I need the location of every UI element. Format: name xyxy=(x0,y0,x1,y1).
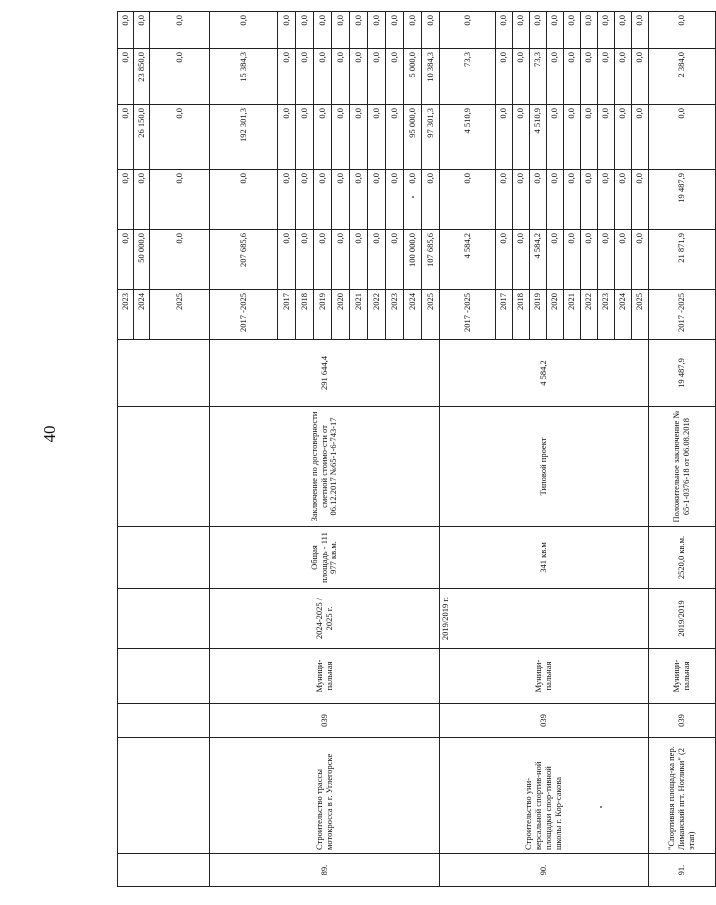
cell-c5: 0,0 xyxy=(134,12,150,49)
cell-c2: 0,0 xyxy=(278,170,296,230)
cell-c3: 4 510,9 xyxy=(440,105,496,170)
cell-period: 2024-2025 / 2025 г. xyxy=(210,589,440,649)
cell-c1: 50 000,0 xyxy=(134,230,150,290)
cell-c3: 0,0 xyxy=(332,105,350,170)
cell-c1: 0,0 xyxy=(368,230,386,290)
cell-total xyxy=(118,340,210,407)
cell-year: 2020 xyxy=(332,290,350,340)
cell-num: 89. xyxy=(210,854,440,887)
cell-c2: 0,0 xyxy=(632,170,649,230)
cell-c1: 0,0 xyxy=(632,230,649,290)
cell-period xyxy=(118,589,210,649)
cell-c5: 0,0 xyxy=(332,12,350,49)
cell-c3: 0,0 xyxy=(118,105,134,170)
rotated-table-wrapper xyxy=(117,12,696,887)
cell-c2: 0,0 xyxy=(564,170,581,230)
cell-doc: Заключение по достоверности сметной стоимо-сти от 06.12.2017 №65-1-6-743-17 xyxy=(210,407,440,527)
cell-total: 4 584,2 xyxy=(440,340,649,407)
cell-c4: 0,0 xyxy=(496,49,513,105)
cell-name: Строительство трассы мотокросса в г. Углегорске xyxy=(210,738,440,854)
cell-c1: 107 685,6 xyxy=(422,230,440,290)
cell-num: 91. xyxy=(649,854,716,887)
cell-c4: 0,0 xyxy=(598,49,615,105)
cell-c4: 0,0 xyxy=(615,49,632,105)
cell-year: 2021 xyxy=(564,290,581,340)
cell-c4: 5 000,0 xyxy=(404,49,422,105)
cell-name: "Спортивная площад-ка пер. Лиманский пгт. Ноглики" (2 этап) xyxy=(649,738,716,854)
cell-c1: 4 584,2 xyxy=(530,230,547,290)
cell-c1: 0,0 xyxy=(118,230,134,290)
cell-year: 2017 -2025 xyxy=(210,290,278,340)
cell-year: 2024 xyxy=(134,290,150,340)
cell-c3: 26 150,0 xyxy=(134,105,150,170)
cell-year: 2025 xyxy=(150,290,210,340)
cell-c3: 0,0 xyxy=(598,105,615,170)
cell-c3: 0,0 xyxy=(350,105,368,170)
cell-year: 2019 xyxy=(530,290,547,340)
cell-c4: 0,0 xyxy=(332,49,350,105)
cell-doc xyxy=(118,407,210,527)
cell-c3: 4 510,9 xyxy=(530,105,547,170)
cell-c1: 207 685,6 xyxy=(210,230,278,290)
cell-year: 2020 xyxy=(547,290,564,340)
cell-c3: 97 301,3 xyxy=(422,105,440,170)
cell-c2: 0,0 xyxy=(581,170,598,230)
cell-period: 2019/2019 xyxy=(649,589,716,649)
cell-c3: 0,0 xyxy=(564,105,581,170)
cell-c2: 0,0 xyxy=(496,170,513,230)
cell-c5: 0,0 xyxy=(513,12,530,49)
cell-code: 039 xyxy=(649,704,716,738)
cell-c3: 0,0 xyxy=(496,105,513,170)
cell-c4: 0,0 xyxy=(513,49,530,105)
cell-c1: 0,0 xyxy=(598,230,615,290)
cell-c3: 0,0 xyxy=(632,105,649,170)
cell-year: 2017 -2025 xyxy=(649,290,716,340)
cell-year: 2017 xyxy=(278,290,296,340)
cell-c1: 0,0 xyxy=(496,230,513,290)
cell-c2: 0,0 xyxy=(296,170,314,230)
cell-total: 291 644,4 xyxy=(210,340,440,407)
cell-code: 039 xyxy=(210,704,440,738)
cell-c4: 0,0 xyxy=(150,49,210,105)
investment-objects-table xyxy=(117,11,716,887)
cell-c4: 0,0 xyxy=(581,49,598,105)
cell-capacity: Общая площадь - 111 977 кв.м. xyxy=(210,527,440,589)
cell-year: 2018 xyxy=(513,290,530,340)
cell-c5: 0,0 xyxy=(598,12,615,49)
cell-c4: 0,0 xyxy=(368,49,386,105)
table-row xyxy=(210,12,278,887)
cell-c2: 0,0 xyxy=(368,170,386,230)
cell-c5: 0,0 xyxy=(547,12,564,49)
cell-c2: 0,0 xyxy=(332,170,350,230)
cell-c1: 0,0 xyxy=(150,230,210,290)
cell-year: 2018 xyxy=(296,290,314,340)
cell-c2: 0,0 xyxy=(598,170,615,230)
cell-num xyxy=(118,854,210,887)
cell-c4: 23 850,0 xyxy=(134,49,150,105)
cell-owner: Муници-пальная xyxy=(649,649,716,704)
cell-c3: 192 301,3 xyxy=(210,105,278,170)
cell-owner xyxy=(118,649,210,704)
cell-c4: 2 384,0 xyxy=(649,49,716,105)
cell-c5: 0,0 xyxy=(118,12,134,49)
table-body xyxy=(118,12,716,887)
cell-c5: 0,0 xyxy=(404,12,422,49)
cell-c3: 0,0 xyxy=(649,105,716,170)
cell-c2: 0,0 xyxy=(404,170,422,230)
cell-c1: 100 000,0 xyxy=(404,230,422,290)
cell-c4: 0,0 xyxy=(386,49,404,105)
cell-c3: 0,0 xyxy=(615,105,632,170)
cell-c2: 0,0 xyxy=(547,170,564,230)
cell-period: 2019/2019 г. xyxy=(440,589,649,649)
cell-c1: 0,0 xyxy=(296,230,314,290)
cell-name xyxy=(118,738,210,854)
cell-c3: 0,0 xyxy=(581,105,598,170)
cell-c1: 0,0 xyxy=(513,230,530,290)
cell-c4: 0,0 xyxy=(632,49,649,105)
cell-c5: 0,0 xyxy=(386,12,404,49)
cell-c5: 0,0 xyxy=(615,12,632,49)
cell-name: Строительство уни-версальной спортив-ной площадки спор-тивной школы г. Кор-сакова xyxy=(440,738,649,854)
cell-year: 2022 xyxy=(368,290,386,340)
cell-c5: 0,0 xyxy=(350,12,368,49)
cell-year: 2022 xyxy=(581,290,598,340)
page-number: 40 xyxy=(40,425,59,443)
cell-c5: 0,0 xyxy=(564,12,581,49)
cell-c5: 0,0 xyxy=(440,12,496,49)
cell-c1: 0,0 xyxy=(547,230,564,290)
cell-doc: Положительное заключение № 65-1-0376-18 от 06.08.2018 xyxy=(649,407,716,527)
cell-capacity: 2520,0 кв.м. xyxy=(649,527,716,589)
cell-c1: 0,0 xyxy=(332,230,350,290)
cell-c3: 0,0 xyxy=(278,105,296,170)
cell-c4: 73,3 xyxy=(440,49,496,105)
cell-c4: 0,0 xyxy=(296,49,314,105)
cell-c1: 0,0 xyxy=(564,230,581,290)
cell-c2: 0,0 xyxy=(422,170,440,230)
cell-c4: 73,3 xyxy=(530,49,547,105)
cell-c2: 0,0 xyxy=(210,170,278,230)
cell-year: 2023 xyxy=(598,290,615,340)
cell-year: 2017 -2025 xyxy=(440,290,496,340)
cell-c2: 0,0 xyxy=(440,170,496,230)
cell-year: 2017 xyxy=(496,290,513,340)
cell-c1: 0,0 xyxy=(278,230,296,290)
table-row xyxy=(440,12,496,887)
cell-c5: 0,0 xyxy=(581,12,598,49)
cell-capacity: 341 кв.м xyxy=(440,527,649,589)
cell-c2: 0,0 xyxy=(150,170,210,230)
cell-c3: 0,0 xyxy=(513,105,530,170)
cell-c2: 0,0 xyxy=(386,170,404,230)
cell-year: 2021 xyxy=(350,290,368,340)
cell-c4: 0,0 xyxy=(547,49,564,105)
cell-num: 90. xyxy=(440,854,649,887)
cell-total: 19 487,9 xyxy=(649,340,716,407)
cell-c4: 0,0 xyxy=(278,49,296,105)
cell-c5: 0,0 xyxy=(496,12,513,49)
cell-code xyxy=(118,704,210,738)
cell-year: 2023 xyxy=(118,290,134,340)
cell-c2: 0,0 xyxy=(513,170,530,230)
cell-owner: Муници-пальная xyxy=(210,649,440,704)
cell-c4: 10 384,3 xyxy=(422,49,440,105)
cell-c2: 0,0 xyxy=(615,170,632,230)
cell-c1: 4 584,2 xyxy=(440,230,496,290)
cell-year: 2025 xyxy=(632,290,649,340)
cell-c4: 0,0 xyxy=(118,49,134,105)
cell-c3: 0,0 xyxy=(150,105,210,170)
cell-c5: 0,0 xyxy=(314,12,332,49)
cell-c2: 19 487,9 xyxy=(649,170,716,230)
cell-c5: 0,0 xyxy=(296,12,314,49)
cell-c5: 0,0 xyxy=(278,12,296,49)
cell-c2: 0,0 xyxy=(314,170,332,230)
cell-c4: 0,0 xyxy=(314,49,332,105)
cell-c5: 0,0 xyxy=(649,12,716,49)
cell-c5: 0,0 xyxy=(210,12,278,49)
cell-c1: 21 871,9 xyxy=(649,230,716,290)
cell-c2: 0,0 xyxy=(530,170,547,230)
cell-c3: 95 000,0 xyxy=(404,105,422,170)
cell-capacity xyxy=(118,527,210,589)
cell-c5: 0,0 xyxy=(422,12,440,49)
cell-code: 039 xyxy=(440,704,649,738)
cell-c2: 0,0 xyxy=(350,170,368,230)
cell-c5: 0,0 xyxy=(368,12,386,49)
cell-c3: 0,0 xyxy=(314,105,332,170)
cell-c3: 0,0 xyxy=(386,105,404,170)
cell-c3: 0,0 xyxy=(368,105,386,170)
cell-c1: 0,0 xyxy=(314,230,332,290)
cell-c3: 0,0 xyxy=(296,105,314,170)
cell-c1: 0,0 xyxy=(350,230,368,290)
cell-c2: 0,0 xyxy=(118,170,134,230)
cell-doc: Типовой проект xyxy=(440,407,649,527)
cell-year: 2023 xyxy=(386,290,404,340)
cell-c4: 0,0 xyxy=(350,49,368,105)
table-row xyxy=(649,12,716,887)
cell-year: 2024 xyxy=(615,290,632,340)
cell-c4: 15 384,3 xyxy=(210,49,278,105)
table-row xyxy=(118,12,134,887)
cell-c5: 0,0 xyxy=(150,12,210,49)
cell-year: 2019 xyxy=(314,290,332,340)
cell-c5: 0,0 xyxy=(530,12,547,49)
cell-c2: 0,0 xyxy=(134,170,150,230)
cell-c1: 0,0 xyxy=(386,230,404,290)
cell-c5: 0,0 xyxy=(632,12,649,49)
cell-c1: 0,0 xyxy=(615,230,632,290)
cell-c4: 0,0 xyxy=(564,49,581,105)
cell-owner: Муници-пальная xyxy=(440,649,649,704)
cell-year: 2025 xyxy=(422,290,440,340)
cell-c1: 0,0 xyxy=(581,230,598,290)
cell-c3: 0,0 xyxy=(547,105,564,170)
cell-year: 2024 xyxy=(404,290,422,340)
